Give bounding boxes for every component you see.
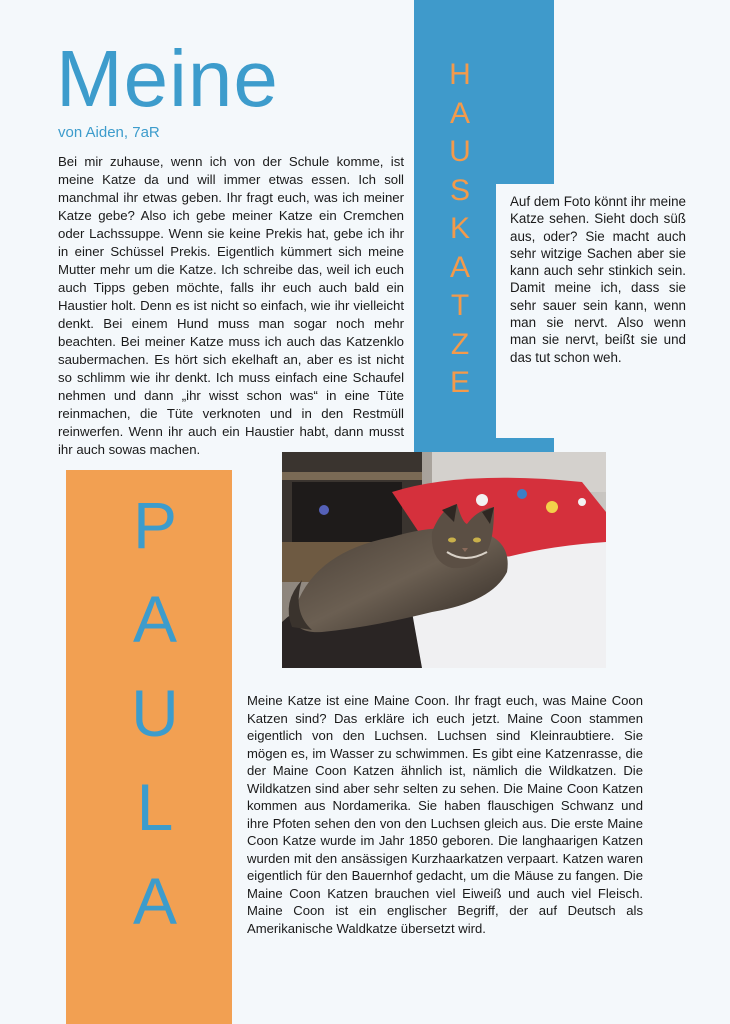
title-letter: T <box>450 289 470 322</box>
author-byline: von Aiden, 7aR <box>58 124 160 141</box>
title-letter: A <box>132 582 178 656</box>
title-letter: E <box>449 366 470 399</box>
vertical-title-paula <box>120 478 190 948</box>
title-letter: A <box>132 864 178 938</box>
photo-caption-paragraph: Auf dem Foto könnt ihr meine Katze sehen. Sieht doch süß aus, oder? Sie macht auch sehr witzige Sachen aber sie kann auch sehr stinkich sein. Damit meine ich, dass sie sehr sauer sein kann, wenn man sie nervt. Also wenn man sie nervt, beißt sie und das tut schon weh. <box>510 194 686 365</box>
cat-photo <box>282 452 606 668</box>
title-letter: A <box>449 96 470 130</box>
cat-photo-illustration <box>282 452 606 668</box>
title-letter: K <box>449 212 470 245</box>
title-letter: Z <box>450 327 470 361</box>
title-letter: P <box>132 488 178 562</box>
title-letter: S <box>449 173 470 207</box>
title-letter: L <box>136 770 174 844</box>
title-letter: U <box>131 676 179 750</box>
title-letter: H <box>449 58 471 91</box>
title-letter: U <box>449 135 471 168</box>
page-title: Meine <box>56 34 279 123</box>
vertical-title-hauskatze <box>440 56 480 403</box>
title-letter: A <box>449 250 470 284</box>
maine-coon-paragraph: Meine Katze ist eine Maine Coon. Ihr fragt euch, was Maine Coon Katzen sind? Das erkläre ich euch jetzt. Maine Coon stammen eigentlich von den Luchsen. Luchsen sind Kleinraubtiere. Sie mögen es, im Wasser zu schwimmen. Es gibt eine Katzenrasse, die der Maine Coon Katzen ähnlich ist, nämlich die Wildkatzen. Die Wildkatzen sind aber sehr selten zu sehen. Die Maine Coon Katzen kommen aus Nordamerika. Sie haben flauschigen Schwanz und ihre Pfoten sehen den von den Luchsen gleich aus. Die erste Maine Coon Katze wurde im Jahr 1850 geboren. Die langhaarigen Katzen wurden mit den ansässigen Kurzhaarkatzen verpaart. Katzen waren eigentlich für den Bauernhof gedacht, um die Mäuse zu fangen. Die Maine Coon Katzen brauchen viel Eiweiß und auch viel Fleisch. Maine Coon ist ein englischer Begriff, der auf Deutsch als Amerikanische Waldkatze übersetzt wird. <box>247 693 643 936</box>
intro-paragraph: Bei mir zuhause, wenn ich von der Schule komme, ist meine Katze da und will immer etwas essen. Ich soll manchmal ihr etwas geben. Ihr fragt euch, was ich meiner Katze gebe? Also ich gebe meiner Katze ein Cremchen oder Lachssuppe. Wenn sie keine Prekis hat, gebe ich ihr in einer Schüssel Prekis. Eigentlich kümmert sich meine Mutter mehr um die Katze. Ich schreibe das, weil ich euch auch Tipps geben möchte, falls ihr euch auch bald ein Haustier holt. Denn es ist nicht so einfach, wie ihr vielleicht denkt. Bei einem Hund muss man sogar noch mehr beachten. Bei meiner Katze muss ich auch das Katzenklo saubermachen. Es hört sich ekelhaft an, aber es ist nicht so schlimm wie ihr denkt. Ich muss einfach eine Schaufel nehmen und dann „ihr wisst schon was“ in eine Tüte reinmachen, die Tüte verknoten und in den Restmüll reinwerfen. Wenn ihr auch ein Haustier habt, dann musst ihr auch sowas machen. <box>58 154 404 457</box>
